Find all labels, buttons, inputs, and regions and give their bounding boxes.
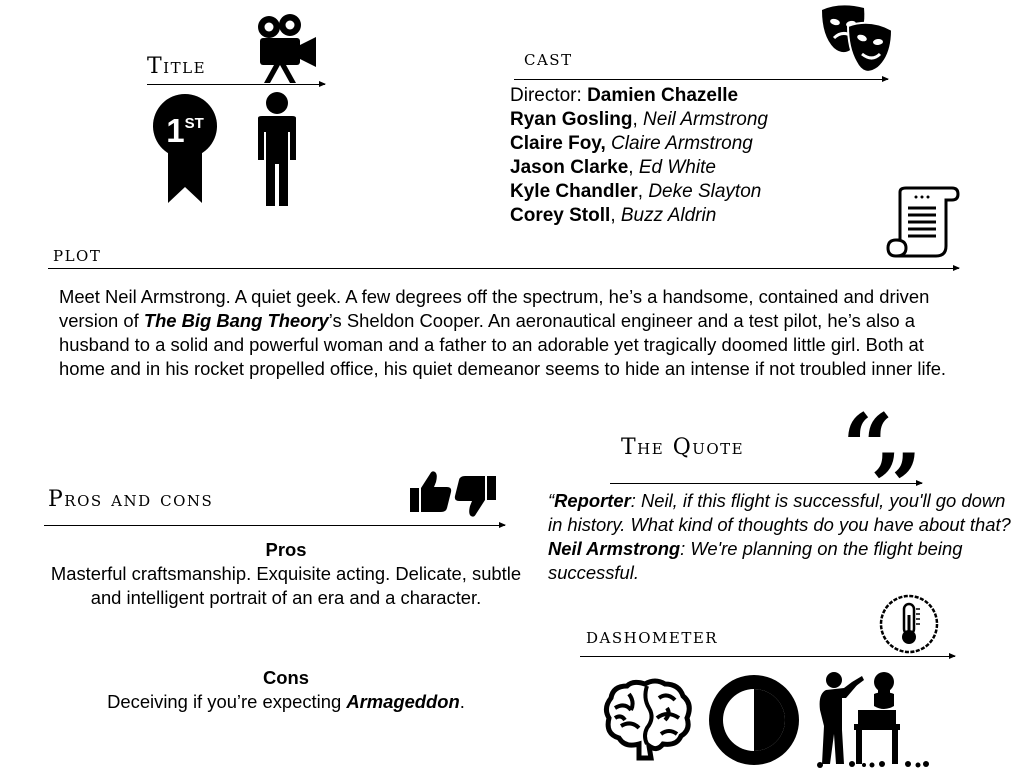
quote-text: “Reporter: Neil, if this flight is successful, you'll go down in history. What kind of thoughts do you have about that? Neil Armstrong: We're planning on the flight being successful. <box>548 490 1011 583</box>
quote-marks-icon <box>842 394 922 540</box>
actor-name: Corey Stoll <box>510 205 611 226</box>
actor-name: Kyle Chandler <box>510 181 638 202</box>
brain-icon <box>601 678 693 760</box>
cast-member: Kyle Chandler, Deke Slayton <box>510 181 762 202</box>
award-badge-label <box>152 105 218 150</box>
theater-masks-icon <box>820 4 894 76</box>
director-label: Director: <box>510 85 588 106</box>
scroll-icon <box>886 186 960 258</box>
cast-member <box>510 132 768 156</box>
cons-text: Deceiving if you’re expecting Armageddon. <box>107 691 465 712</box>
person-icon <box>252 92 302 208</box>
svg-text:”: ” <box>870 434 922 540</box>
role-name: Buzz Aldrin <box>620 205 717 226</box>
sculptor-icon <box>812 666 932 768</box>
quote-speaker: Reporter <box>554 490 631 511</box>
role-name: Deke Slayton <box>648 181 762 202</box>
actor-name: Jason Clarke <box>510 157 629 178</box>
role-name: Claire Armstrong <box>611 133 753 154</box>
movie-camera-icon <box>252 12 318 84</box>
title-heading: Title <box>147 54 207 79</box>
pros-title: Pros <box>265 539 307 560</box>
director-line <box>510 84 768 108</box>
cons-movie-title: Armageddon <box>346 691 460 712</box>
pros-text: Masterful craftsmanship. Exquisite acting. Delicate, subtle and intelligent portrait of an era and a character. <box>50 563 522 608</box>
award-badge-number: 1 <box>166 112 185 149</box>
plot-arrow <box>48 268 959 269</box>
cons-block <box>44 666 528 714</box>
award-badge-suffix: ST <box>184 115 204 132</box>
cast-member: Ryan Gosling, Neil Armstrong <box>510 109 768 130</box>
show-title: The Big Bang Theory <box>143 310 329 331</box>
plot-text: Meet Neil Armstrong. A quiet geek. A few degrees off the spectrum, he’s a handsome, contained and driven version of The Big Bang Theory’s Sheldon Cooper. An aeronautical engineer and a test pilot, he’s also a husband to a solid and powerful woman and a father to an adorable yet tragically doomed little girl. Both at home and in his rocket propelled office, his quiet demeanor seems to hide an intense if not troubled inner life. <box>59 286 947 379</box>
award-ribbon-icon <box>152 93 218 205</box>
contrast-icon <box>709 675 799 765</box>
cast-heading: cast <box>524 46 573 71</box>
dashometer-arrow <box>580 656 955 657</box>
pros-block <box>44 538 528 610</box>
pros-cons-arrow <box>44 525 505 526</box>
plot-heading: plot <box>53 242 102 267</box>
cast-member: Corey Stoll, Buzz Aldrin <box>510 205 717 226</box>
quote-arrow <box>610 483 922 484</box>
cast-arrow <box>514 79 888 80</box>
thumbs-down-icon <box>454 474 496 518</box>
quote-speaker: Neil Armstrong <box>548 538 681 559</box>
thermometer-icon <box>878 593 940 655</box>
quote-heading: The Quote <box>621 435 745 460</box>
actor-name: Claire Foy, <box>510 133 606 154</box>
title-arrow <box>147 84 325 85</box>
thumbs-up-icon <box>410 470 452 514</box>
director-name: Damien Chazelle <box>587 85 739 106</box>
dashometer-heading: dashometer <box>586 624 719 649</box>
cast-list <box>510 84 768 228</box>
cons-title: Cons <box>263 667 309 688</box>
role-name: Neil Armstrong <box>643 109 768 130</box>
svg-text:“: “ <box>842 394 894 500</box>
cast-member: Jason Clarke, Ed White <box>510 157 716 178</box>
actor-name: Ryan Gosling <box>510 109 633 130</box>
pros-cons-heading: Pros and cons <box>48 487 214 512</box>
role-name: Ed White <box>638 157 716 178</box>
